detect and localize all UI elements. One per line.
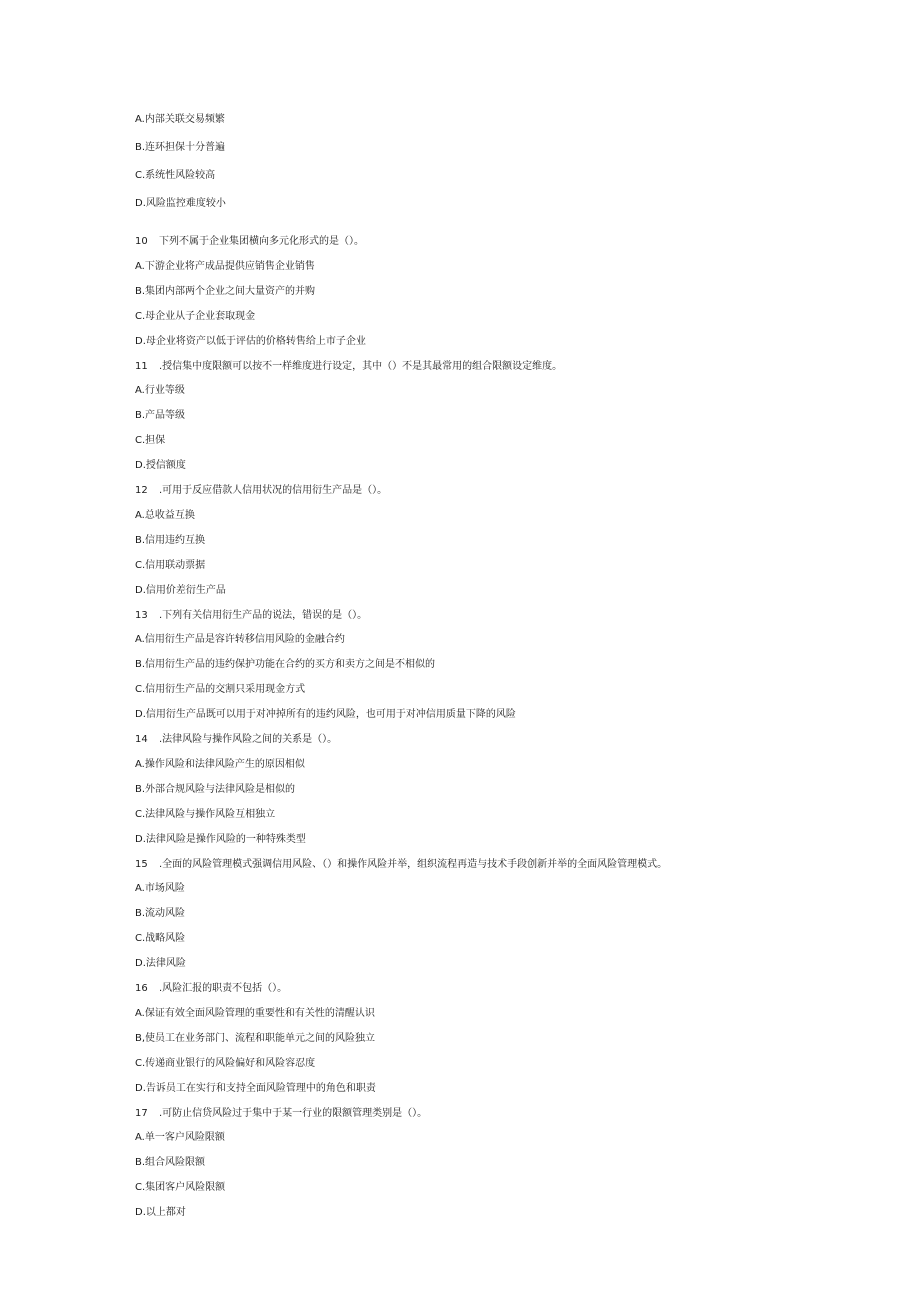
answer-option: D.告诉员工在实行和支持全面风险管理中的角色和职责 — [135, 1082, 376, 1094]
question-13 — [135, 609, 367, 623]
answer-option: A.行业等级 — [135, 385, 185, 397]
answer-option: A.保证有效全面风险管理的重要性和有关性的清醒认识 — [135, 1007, 375, 1019]
answer-option: D.法律风险 — [135, 958, 186, 970]
answer-option: B.信用衍生产品的违约保护功能在合约的买方和卖方之间是不相似的 — [135, 659, 436, 671]
question-number: 15 — [135, 858, 148, 870]
question-14 — [135, 733, 337, 747]
question-number: 11 — [135, 360, 148, 372]
question-10 — [135, 235, 364, 249]
answer-option: D.风险监控难度较小 — [135, 198, 226, 209]
question-text: .可防止信贷风险过于集中于某一行业的限额管理类别是（）。 — [159, 1107, 428, 1119]
answer-option: B.产品等级 — [135, 410, 186, 422]
answer-option: A.单一客户风险限额 — [135, 1132, 225, 1144]
answer-option: B.信用违约互换 — [135, 534, 206, 546]
answer-option: C.担保 — [135, 435, 166, 447]
question-text: .风险汇报的职责不包括（）。 — [159, 983, 288, 994]
answer-option: C.战略风险 — [135, 933, 186, 945]
answer-option: B.连环担保十分普遍 — [135, 142, 226, 153]
answer-option: D.以上都对 — [135, 1207, 186, 1219]
answer-option: A.操作风险和法律风险产生的原因相似 — [135, 758, 305, 770]
answer-option: A.总收益互换 — [135, 509, 195, 521]
answer-option: D.信用价差衍生产品 — [135, 584, 226, 596]
question-text: .可用于反应借款人信用状况的信用衍生产品是（）。 — [159, 485, 388, 496]
question-text: .全面的风险管理模式强调信用风险、（）和操作风险并举，组织流程再造与技术手段创新并举的全面风险管理模式。 — [159, 858, 668, 870]
question-17 — [135, 1107, 427, 1121]
answer-option: D.信用衍生产品既可以用于对冲掉所有的违约风险，也可用于对冲信用质量下降的风险 — [135, 709, 516, 721]
answer-option: D.母企业将资产以低于评估的价格转售给上市子企业 — [135, 335, 366, 347]
question-text: .法律风险与操作风险之间的关系是（）。 — [159, 734, 338, 745]
answer-option: B.集团内部两个企业之间大量资产的并购 — [135, 285, 316, 297]
question-15 — [135, 858, 667, 872]
answer-option: A.信用衍生产品是容许转移信用风险的金融合约 — [135, 634, 345, 646]
question-text: .授信集中度限额可以按不一样维度进行设定，其中（）不是其最常用的组合限额设定维度。 — [159, 360, 563, 372]
answer-option: C.系统性风险较高 — [135, 170, 216, 181]
question-16 — [135, 982, 287, 996]
question-number: 10 — [135, 236, 148, 247]
question-number: 16 — [135, 983, 148, 994]
answer-option: C.信用联动票据 — [135, 559, 206, 571]
question-number: 14 — [135, 734, 148, 745]
answer-option: B.流动风险 — [135, 908, 186, 920]
answer-option: D.授信额度 — [135, 460, 186, 472]
question-number: 12 — [135, 485, 148, 496]
answer-option: A.下游企业将产成品提供应销售企业销售 — [135, 260, 315, 272]
question-11 — [135, 360, 562, 374]
answer-option: A.市场风险 — [135, 883, 185, 895]
answer-option: C.母企业从子企业套取现金 — [135, 310, 256, 322]
answer-option: B.外部合规风险与法律风险是相似的 — [135, 783, 296, 795]
answer-option: C.集团客户风险限额 — [135, 1182, 226, 1194]
question-12 — [135, 484, 387, 498]
question-number: 13 — [135, 609, 148, 621]
answer-option: C.信用衍生产品的交割只采用现金方式 — [135, 684, 306, 696]
question-text: .下列有关信用衍生产品的说法，错误的是（）。 — [159, 609, 368, 621]
answer-option: A.内部关联交易频繁 — [135, 114, 225, 125]
question-number: 17 — [135, 1107, 148, 1119]
answer-option: C.传递商业银行的风险偏好和风险容忍度 — [135, 1057, 316, 1069]
question-text: 下列不属于企业集团横向多元化形式的是（）。 — [159, 236, 364, 247]
answer-option: C.法律风险与操作风险互相独立 — [135, 808, 276, 820]
answer-option: B,使员工在业务部门、流程和职能单元之间的风险独立 — [135, 1032, 376, 1044]
answer-option: B.组合风险限额 — [135, 1157, 206, 1169]
answer-option: D.法律风险是操作风险的一种特殊类型 — [135, 833, 306, 845]
